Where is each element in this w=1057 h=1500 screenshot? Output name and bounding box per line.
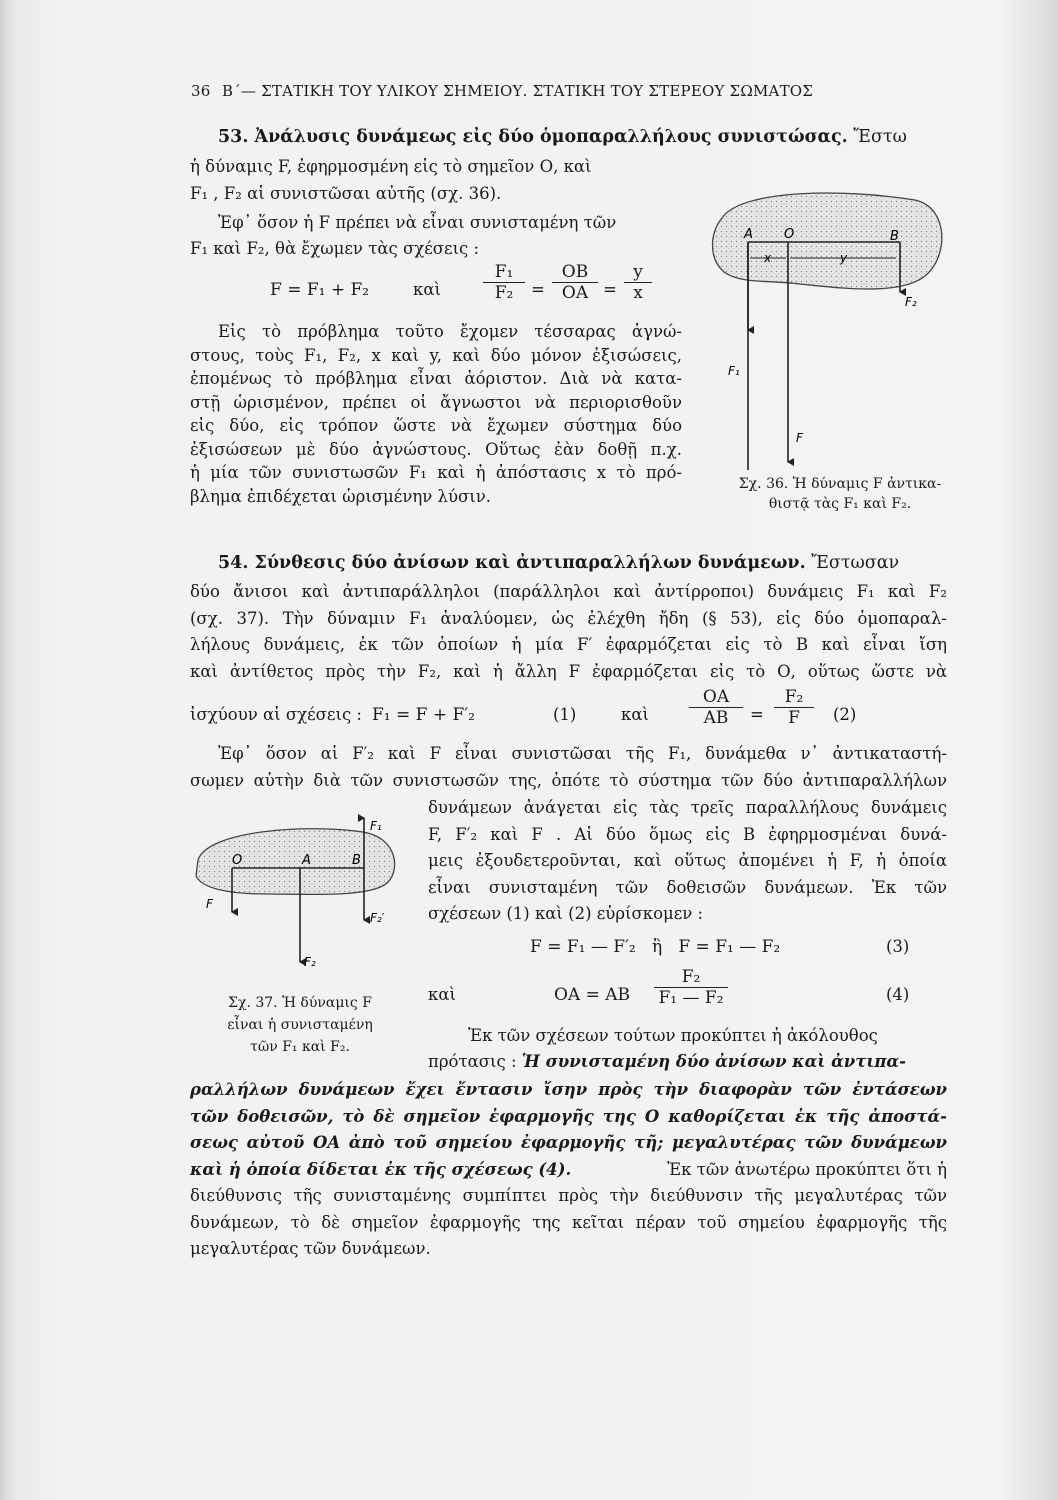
eq3-label: (3) xyxy=(886,937,910,956)
label-o-37: O xyxy=(232,853,243,868)
body53-line-3: στῇ ὡρισμένον, πρέπει οἱ ἄγνωστοι νὰ περιορισθοῦν xyxy=(190,392,682,412)
eq2-frac-oa-ab xyxy=(689,687,743,728)
fig37-caption-line-3: τῶν F₁ καὶ F₂. xyxy=(250,1039,350,1055)
s54-line-1: δύο ἄνισοι καὶ ἀντιπαράλληλοι (παράλληλοι καὶ ἀντίρροποι) δυνάμεις F₁ καὶ F₂ xyxy=(190,582,947,601)
section-54-heading: 54. Σύνθεσις δύο ἀνίσων καὶ ἀντιπαραλλήλων δυνάμεων. xyxy=(218,553,806,573)
fig37-caption-line-1: Σχ. 37. Ἡ δύναμις F xyxy=(228,995,372,1011)
fig37-caption-line-2: εἶναι ἡ συνισταμένη xyxy=(227,1017,373,1033)
label-f2p-37: F₂′ xyxy=(370,911,385,925)
rest-first: Ἐκ τῶν ἀνωτέρω προκύπτει ὅτι ἡ xyxy=(667,1159,947,1179)
body53-line-1: στους, τοὺς F₁, F₂, x καὶ y, καὶ δύο μόνον ἐξισώσεις, xyxy=(190,345,682,365)
label-f1: F₁ xyxy=(728,364,740,378)
frac2-den: OA xyxy=(561,283,589,303)
section-54-line-0: Ἔστωσαν xyxy=(811,553,900,573)
eq2-rden: F xyxy=(788,708,800,728)
eq53-equals-1: = xyxy=(531,280,545,299)
label-b-37: B xyxy=(352,853,361,868)
body53-line-0: Εἰς τὸ πρόβλημα τοῦτο ἔχομεν τέσσαρας ἀγνώ- xyxy=(218,322,682,341)
frac3-den: x xyxy=(633,283,643,303)
eq4-label: (4) xyxy=(886,985,910,1004)
label-y: y xyxy=(840,251,848,265)
s54-line-4: καὶ ἀντίθετος πρὸς τὴν F₂, καὶ ἡ ἄλλη F ἐφαρμόζεται εἰς τὸ Ο, οὕτως ὥστε νὰ xyxy=(190,661,947,681)
eq4-kai: καὶ xyxy=(428,985,456,1004)
frac2-num: OB xyxy=(552,262,598,283)
figure-36-caption xyxy=(720,474,960,514)
eq2-label: (2) xyxy=(833,705,857,724)
eq2-frac-f2-f xyxy=(774,687,814,728)
eq4-frac xyxy=(654,967,728,1008)
body53-line-7: βλημα ἐπιδέχεται ὡρισμένην λύσιν. xyxy=(190,486,492,506)
label-a: A xyxy=(744,227,753,242)
label-b: B xyxy=(890,229,899,244)
section-53-line-3: Ἐφ᾿ ὅσον ἡ F πρέπει νὰ εἶναι συνισταμένη τῶν xyxy=(218,213,617,232)
eq1: F₁ = F + F′₂ xyxy=(372,705,475,725)
bold-line-0: ραλλήλων δυνάμεων ἔχει ἔντασιν ἴσην πρὸς τὴν διαφορὰν τῶν ἐντάσεων xyxy=(190,1080,947,1099)
eq2-num: OA xyxy=(689,687,743,708)
section-53-line-2: F₁ , F₂ αἱ συνιστῶσαι αὐτῆς (σχ. 36). xyxy=(190,184,502,203)
protasis-label: πρότασις : xyxy=(428,1052,517,1071)
protasis-bold: Ἡ συνισταμένη δύο ἀνίσων καὶ ἀντιπα- xyxy=(521,1052,906,1071)
section-53-line-1: ἡ δύναμις F, ἐφηρμοσμένη εἰς τὸ σημεῖον Ο, καὶ xyxy=(190,157,592,176)
frac1-den: F₂ xyxy=(494,283,514,303)
right-line-2: μεις ἐξουδετεροῦνται, καὶ οὕτως ἀπομένει ἡ F, ἡ ὁποία xyxy=(428,851,947,870)
running-title: Β΄— ΣΤΑΤΙΚΗ ΤΟΥ ΥΛΙΚΟΥ ΣΗΜΕΙΟΥ. ΣΤΑΤΙΚΗ ΤΟΥ ΣΤΕΡΕΟΥ ΣΩΜΑΤΟΣ xyxy=(222,82,814,100)
bold-last: καὶ ἡ ὁποία δίδεται ἐκ τῆς σχέσεως (4). xyxy=(190,1159,572,1179)
section-53-line-4: F₁ καὶ F₂, θὰ ἔχωμεν τὰς σχέσεις : xyxy=(190,239,480,258)
section-54-intro xyxy=(190,579,947,685)
theorem-text xyxy=(190,1077,947,1263)
fig36-caption-line-1: Σχ. 36. Ἡ δύναμις F ἀντικα- xyxy=(738,476,942,492)
body53-line-5: ἐξισώσεων μὲ δύο ἀγνώστους. Οὕτως ἐὰν δοθῇ π.χ. xyxy=(190,439,682,459)
body-shape-37 xyxy=(196,829,395,895)
body53-line-6: ἡ μία τῶν συνιστωσῶν F₁ καὶ ἡ ἀπόστασις x τὸ πρό- xyxy=(190,463,682,482)
rest-line-1: δυνάμεων, τὸ δὲ σημεῖον ἐφαρμογῆς της κεῖται πέραν τοῦ σημείου ἐφαρμογῆς τῆς xyxy=(190,1212,947,1232)
figure-37-caption xyxy=(200,992,400,1058)
section-53-heading: 53. Ἀνάλυσις δυνάμεως εἰς δύο ὁμοπαραλλήλους συνιστώσας. xyxy=(218,127,848,147)
rest-line-2: μεγαλυτέρας τῶν δυνάμεων. xyxy=(190,1239,431,1258)
eq53-equals-2: = xyxy=(603,280,617,299)
eq53-frac-f1-f2 xyxy=(483,262,525,303)
conclusion-line: Ἐκ τῶν σχέσεων τούτων προκύπτει ἡ ἀκόλουθος xyxy=(468,1026,878,1045)
body53-line-4: εἰς δύο, εἰς τρόπον ὥστε νὰ ἔχωμεν σύστημα δύο xyxy=(190,416,682,435)
bold-line-2: σεως αὐτοῦ OA ἀπὸ τοῦ σημείου ἐφαρμογῆς τῆ; μεγαλυτέρας τῶν δυνάμεων xyxy=(190,1133,947,1152)
eq2-den: AB xyxy=(703,708,729,728)
s54-after xyxy=(190,741,947,794)
label-a-37: A xyxy=(302,853,311,868)
right-line-3: εἶναι συνισταμένη τῶν δοθεισῶν δυνάμεων. Ἐκ τῶν xyxy=(428,877,947,897)
section-53-line-0: Ἔστω xyxy=(853,127,907,147)
right-line-1: F, F′₂ καὶ F . Αἱ δύο ὅμως εἰς Β ἐφηρμοσμέναι δυνά- xyxy=(428,824,947,844)
eq1-label: (1) xyxy=(553,705,577,724)
label-f-37: F xyxy=(206,897,213,911)
label-f: F xyxy=(796,431,803,445)
eq12-kai: καὶ xyxy=(621,705,649,724)
body53-line-2: ἑπομένως τὸ πρόβλημα εἶναι ἀόριστον. Διὰ νὰ κατα- xyxy=(190,369,682,388)
eq53-frac-ob-oa xyxy=(552,262,598,303)
label-f2-37: F₂ xyxy=(304,955,316,969)
label-f2: F₂ xyxy=(905,295,917,309)
s54-after-line-1: σωμεν αὐτὴν διὰ τῶν συνιστωσῶν της, ὁπότε τὸ σύστημα τῶν δύο ἀντιπαραλλήλων xyxy=(190,770,947,790)
page-number: 36 xyxy=(191,82,211,100)
eq53-kai: καὶ xyxy=(413,280,441,299)
right-line-4: σχέσεων (1) καὶ (2) εὑρίσκομεν : xyxy=(428,904,704,923)
rest-line-0: διεύθυνσις τῆς συνισταμένης συμπίπτει πρὸς τὴν διεύθυνσιν τῆς μεγαλυτέρας τῶν xyxy=(190,1186,947,1205)
fig36-caption-line-2: θιστᾷ τὰς F₁ καὶ F₂. xyxy=(768,496,912,512)
section-53-body xyxy=(190,320,682,508)
s54-right-column xyxy=(428,795,947,928)
eq4-num: F₂ xyxy=(654,967,728,988)
label-f1-37: F₁ xyxy=(370,819,382,833)
eq3: F = F₁ — F′₂ ἢ F = F₁ — F₂ xyxy=(530,937,781,957)
frac3-num: y xyxy=(624,262,652,283)
eq4-den: F₁ — F₂ xyxy=(658,988,724,1008)
frac1-num: F₁ xyxy=(483,262,525,283)
eq53-frac-y-x xyxy=(624,262,652,303)
figure-37 xyxy=(188,810,418,980)
label-o: O xyxy=(784,227,795,242)
bold-last-row xyxy=(190,1157,947,1184)
eq53-left: F = F₁ + F₂ xyxy=(270,280,370,300)
s54-line-2: (σχ. 37). Τὴν δύναμιν F₁ ἀναλύομεν, ὡς ἐλέχθη ἤδη (§ 53), εἰς δύο ὁμοπαραλ- xyxy=(190,608,947,628)
s54-line-3: λήλους δυνάμεις, ἐκ τῶν ὁποίων ἡ μία F′ ἐφαρμόζεται εἰς τὸ Β καὶ εἶναι ἴση xyxy=(190,635,947,654)
label-x: x xyxy=(764,251,772,265)
bold-line-1: τῶν δοθεισῶν, τὸ δὲ σημεῖον ἐφαρμογῆς της O καθορίζεται ἐκ τῆς ἀποστά- xyxy=(190,1106,947,1126)
s54-after-line-0: Ἐφ᾿ ὅσον αἱ F′₂ καὶ F εἶναι συνιστῶσαι τῆς F₁, δυνάμεθα ν᾿ ἀντικαταστή- xyxy=(218,744,947,763)
right-line-0: δυνάμεων ἀνάγεται εἰς τὰς τρεῖς παραλλήλους δυνάμεις xyxy=(428,798,947,817)
eq2-rnum: F₂ xyxy=(774,687,814,708)
figure-36 xyxy=(700,180,960,470)
eq2-equals: = xyxy=(750,705,764,724)
eq-intro: ἰσχύουν αἱ σχέσεις : xyxy=(190,705,362,724)
eq4-left: OA = AB xyxy=(554,985,631,1005)
